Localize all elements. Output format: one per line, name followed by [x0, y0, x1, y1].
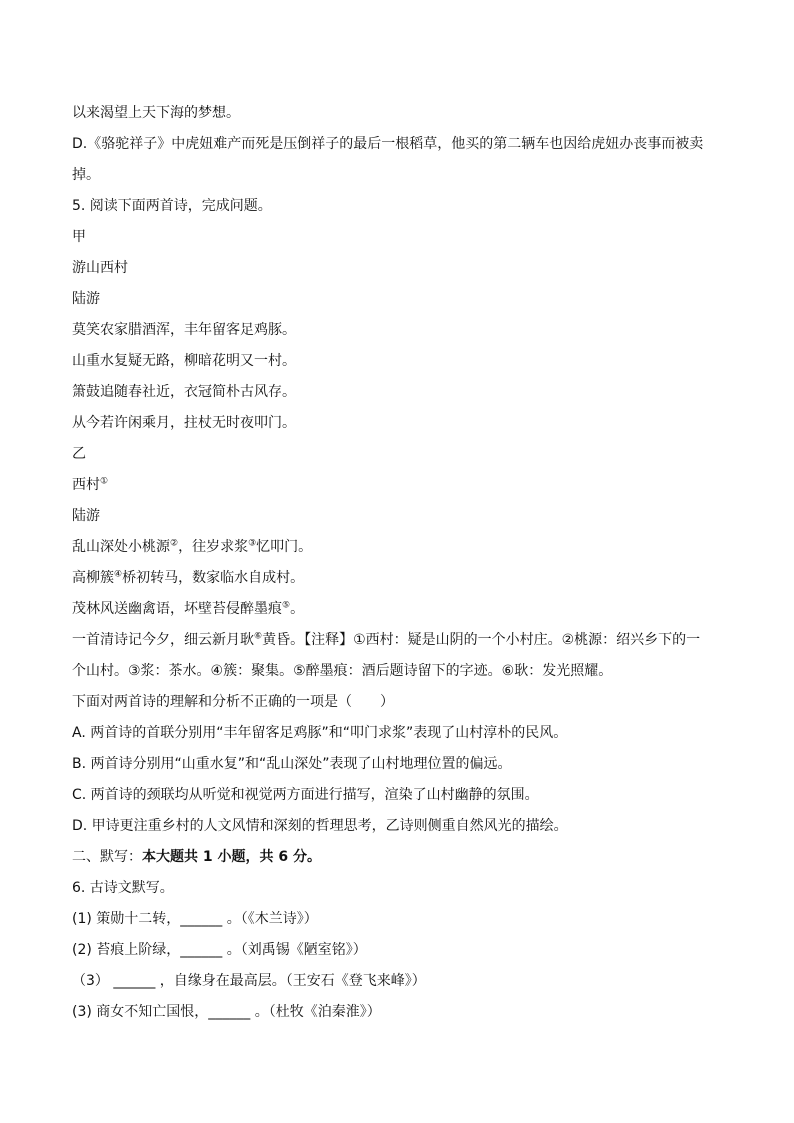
poem-b-line — [72, 594, 732, 625]
notes-line: 个山村。③浆：茶水。④簇：聚集。⑤醉墨痕：酒后题诗留下的字迹。⑥耿：发光照耀。 — [72, 663, 613, 679]
fill-blank-item: （3） ______ ，自缘身在最高层。（王安石《登飞来峰》） — [72, 973, 426, 989]
notes-text: 黄昏。【注释】①西村：疑是山阴的一个小村庄。②桃源：绍兴乡下的一 — [262, 632, 701, 648]
poem-text: 忆叩门。 — [256, 539, 313, 555]
text-line: 掉。 — [72, 167, 100, 183]
poem-b-title-text: 西村 — [72, 477, 100, 493]
poem-text: 乱山深处小桃源 — [72, 539, 170, 555]
text-line: 以来渴望上天下海的梦想。 — [72, 105, 240, 121]
fill-blank-item: (3) 商女不知亡国恨，______ 。（杜牧《泊秦淮》） — [72, 1004, 381, 1020]
question-stem: 下面对两首诗的理解和分析不正确的一项是（ ） — [72, 694, 394, 710]
poem-a-line: 山重水复疑无路，柳暗花明又一村。 — [72, 353, 296, 369]
poem-a-author: 陆游 — [72, 291, 100, 307]
poem-a-line: 箫鼓追随春社近，衣冠简朴古风存。 — [72, 384, 296, 400]
poem-text: 高柳簇 — [72, 570, 114, 586]
footnote-marker: ⑥ — [254, 631, 263, 642]
fill-blank-item: (1) 策勋十二转，______ 。（《木兰诗》） — [72, 911, 318, 927]
footnote-marker: ③ — [248, 538, 257, 549]
footnote-marker: ⑤ — [282, 600, 291, 611]
poem-a-title: 游山西村 — [72, 260, 128, 276]
footnote-marker: ② — [170, 538, 179, 549]
poem-b-line — [72, 532, 732, 563]
poem-b-label: 乙 — [72, 446, 86, 462]
footnote-marker: ① — [100, 476, 109, 487]
poem-b-title — [72, 470, 732, 501]
footnote-marker: ④ — [114, 569, 123, 580]
question-5-title: 5. 阅读下面两首诗，完成问题。 — [72, 198, 272, 214]
option-a: A. 两首诗的首联分别用“丰年留客足鸡豚”和“叩门求浆”表现了山村淳朴的民风。 — [72, 725, 568, 741]
document-page — [72, 98, 732, 1028]
option-d-line: D.《骆驼祥子》中虎妞难产而死是压倒祥子的最后一根稻草，他买的第二辆车也因给虎妞办丧事而被卖 — [72, 136, 704, 152]
section-heading-detail: 本大题共 1 小题，共 6 分。 — [142, 849, 321, 865]
poem-text: 茂林风送幽禽语，坏壁苔侵醉墨痕 — [72, 601, 282, 617]
poem-a-line: 莫笑农家腊酒浑，丰年留客足鸡豚。 — [72, 322, 296, 338]
poem-a-line: 从今若许闲乘月，拄杖无时夜叩门。 — [72, 415, 296, 431]
poem-text: 。 — [290, 601, 305, 617]
option-c: C. 两首诗的颈联均从听觉和视觉两方面进行描写，渲染了山村幽静的氛围。 — [72, 787, 539, 803]
fill-blank-item: (2) 苔痕上阶绿，______ 。（刘禹锡《陋室铭》） — [72, 942, 367, 958]
question-6-title: 6. 古诗文默写。 — [72, 880, 174, 896]
poem-a-label: 甲 — [72, 229, 86, 245]
poem-b-line-with-notes — [72, 625, 732, 656]
poem-text: ，往岁求浆 — [178, 539, 249, 555]
option-d: D. 甲诗更注重乡村的人文风情和深刻的哲理思考，乙诗则侧重自然风光的描绘。 — [72, 818, 568, 834]
poem-b-author: 陆游 — [72, 508, 100, 524]
option-b: B. 两首诗分别用“山重水复”和“乱山深处”表现了山村地理位置的偏远。 — [72, 756, 512, 772]
poem-b-line — [72, 563, 732, 594]
section-heading-label: 二、默写： — [72, 849, 142, 865]
poem-text: 桥初转马，数家临水自成村。 — [122, 570, 305, 586]
section-heading — [72, 842, 732, 873]
poem-text: 一首清诗记今夕，细云新月耿 — [72, 632, 254, 648]
